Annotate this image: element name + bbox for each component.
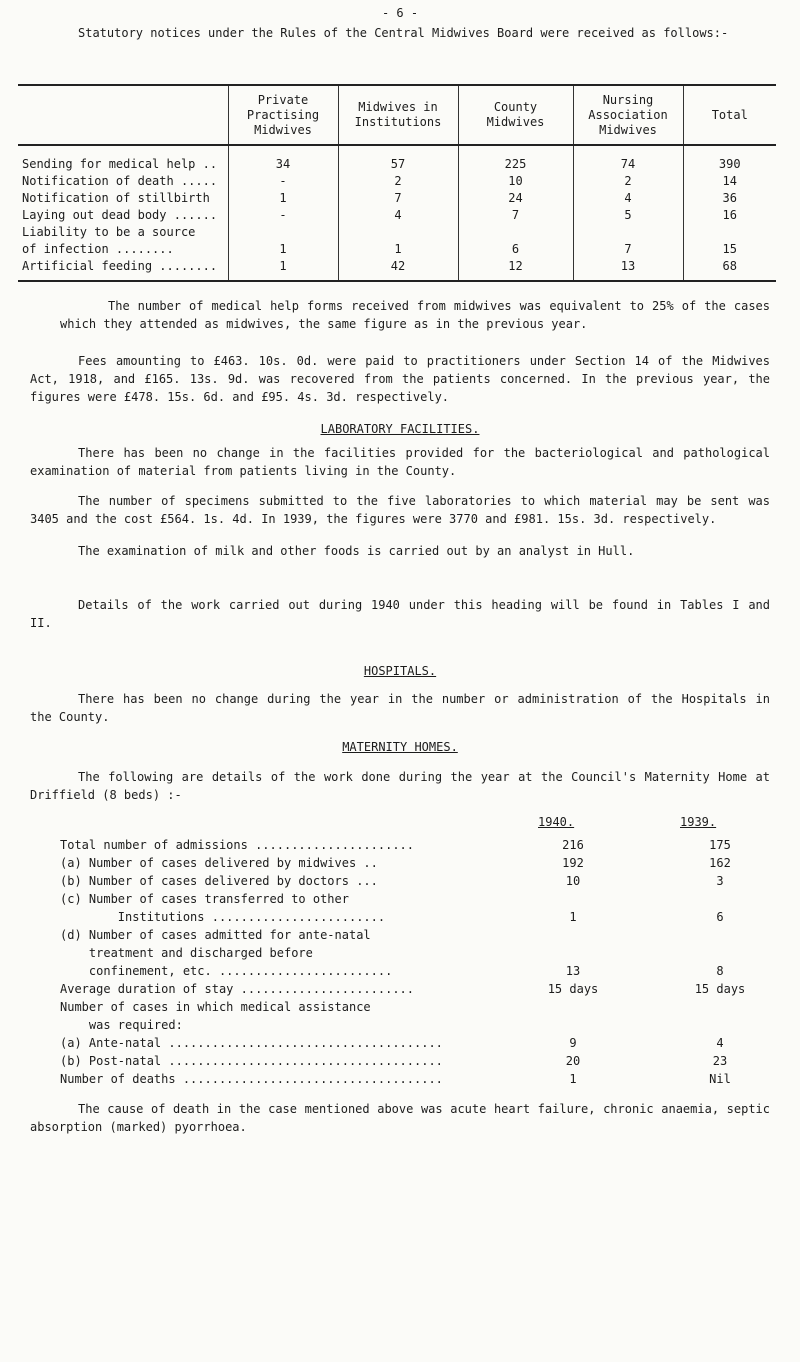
header-private-midwives: Private Practising Midwives <box>228 85 338 145</box>
table-row: Notification of death ..... - 2 10 2 14 <box>18 173 776 190</box>
table-row: Artificial feeding ........ 1 42 12 13 68 <box>18 258 776 281</box>
table-row: Liability to be a source of infection ........ 1 1 6 7 15 <box>18 224 776 258</box>
maternity-home-statistics <box>60 836 780 1088</box>
death-cause-paragraph: The cause of death in the case mentioned above was acute heart failure, chronic anaemia, septic absorption (marked) pyorrhoea. <box>30 1102 770 1134</box>
laboratory-paragraph-1: There has been no change in the facilities provided for the bacteriological and pathological examination of material from patients living in the County. <box>30 446 770 478</box>
table-row: Notification of stillbirth 1 7 24 4 36 <box>18 190 776 207</box>
list-item: Number of deaths .................................... 1 Nil <box>60 1072 731 1086</box>
list-item: confinement, etc. ........................ 13 8 <box>60 964 724 978</box>
laboratory-paragraph-2: The number of specimens submitted to the five laboratories to which material may be sent was 3405 and the cost £564. 1s. 4d. In 1939, the figures were 3770 and £981. 15s. 3d. respectively. <box>30 494 770 526</box>
list-item: Average duration of stay ........................ 15 days 15 days <box>60 982 746 996</box>
list-item: (a) Number of cases delivered by midwives .. 192 162 <box>60 856 731 870</box>
fees-paragraph: Fees amounting to £463. 10s. 0d. were paid to practitioners under Section 14 of the Midwives Act, 1918, and £165. 13s. 9d. was recovered from the patients concerned. In the previous year, the figures were £478. 15s. 6d. and £95. 4s. 3d. respectively. <box>30 354 770 404</box>
hospitals-heading: HOSPITALS. <box>363 664 437 678</box>
header-institution-midwives: Midwives in Institutions <box>338 85 458 145</box>
page-number: - 6 - <box>381 6 419 20</box>
intro-text: Statutory notices under the Rules of the Central Midwives Board were received as follows:- <box>78 26 729 40</box>
list-item: (b) Post-natal ...................................... 20 23 <box>60 1054 728 1068</box>
maternity-heading: MATERNITY HOMES. <box>342 740 458 754</box>
list-item: (a) Ante-natal ...................................... 9 4 <box>60 1036 724 1050</box>
table-header-row <box>18 85 776 145</box>
list-item: (c) Number of cases transferred to other <box>60 892 349 906</box>
year-1939-heading: 1939. <box>680 815 717 829</box>
year-1940-heading: 1940. <box>538 815 575 829</box>
header-total: Total <box>683 85 776 145</box>
list-item: Total number of admissions ...................... 216 175 <box>60 838 731 852</box>
list-item: treatment and discharged before <box>60 946 313 960</box>
header-nursing-association-midwives: Nursing Association Midwives <box>573 85 683 145</box>
header-county-midwives: County Midwives <box>458 85 573 145</box>
header-blank <box>18 85 228 145</box>
list-item: Institutions ........................ 1 6 <box>60 910 724 924</box>
hospitals-paragraph: There has been no change during the year in the number or administration of the Hospitals in the County. <box>30 692 770 724</box>
medical-help-paragraph: The number of medical help forms received from midwives was equivalent to 25% of the cases which they attended as midwives, the same figure as in the previous year. <box>60 299 770 331</box>
maternity-intro: The following are details of the work done during the year at the Council's Maternity Home at Driffield (8 beds) :- <box>30 770 770 802</box>
list-item: (d) Number of cases admitted for ante-natal <box>60 928 371 942</box>
midwives-notices-table <box>18 84 776 282</box>
laboratory-paragraph-3: The examination of milk and other foods is carried out by an analyst in Hull. <box>78 544 635 558</box>
table-row: Laying out dead body ...... - 4 7 5 16 <box>18 207 776 224</box>
list-item: was required: <box>60 1018 183 1032</box>
list-item: Number of cases in which medical assistance <box>60 1000 371 1014</box>
list-item: (b) Number of cases delivered by doctors ... 10 3 <box>60 874 724 888</box>
laboratory-paragraph-4: Details of the work carried out during 1940 under this heading will be found in Tables I and II. <box>30 598 770 630</box>
table-row: Sending for medical help .. 34 57 225 74 390 <box>18 145 776 173</box>
laboratory-heading: LABORATORY FACILITIES. <box>320 422 480 436</box>
